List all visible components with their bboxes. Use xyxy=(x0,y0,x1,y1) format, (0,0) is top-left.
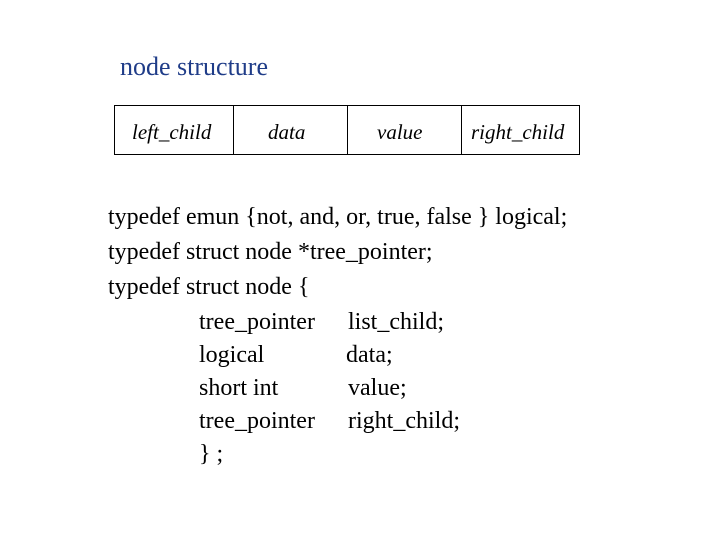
member-type: logical xyxy=(199,342,265,368)
field-divider xyxy=(347,106,348,154)
code-line-struct-close: } ; xyxy=(199,441,224,467)
code-line-typedef-pointer: typedef struct node *tree_pointer; xyxy=(108,239,433,265)
slide-title: node structure xyxy=(120,52,269,81)
code-line-struct-open: typedef struct node { xyxy=(108,274,310,300)
member-name: data; xyxy=(346,342,393,368)
code-line-typedef-logical: typedef emun {not, and, or, true, false } logical; xyxy=(108,204,568,230)
field-value: value xyxy=(377,120,423,144)
member-type: tree_pointer xyxy=(199,309,315,335)
field-left-child: left_child xyxy=(132,120,212,144)
field-right-child: right_child xyxy=(471,120,565,144)
member-name: value; xyxy=(348,375,407,401)
member-name: list_child; xyxy=(348,309,444,335)
field-divider xyxy=(461,106,462,154)
member-type: short int xyxy=(199,375,279,401)
member-name: right_child; xyxy=(348,408,460,434)
field-divider xyxy=(233,106,234,154)
member-type: tree_pointer xyxy=(199,408,315,434)
node-structure-diagram xyxy=(114,105,580,155)
field-data: data xyxy=(268,120,306,144)
